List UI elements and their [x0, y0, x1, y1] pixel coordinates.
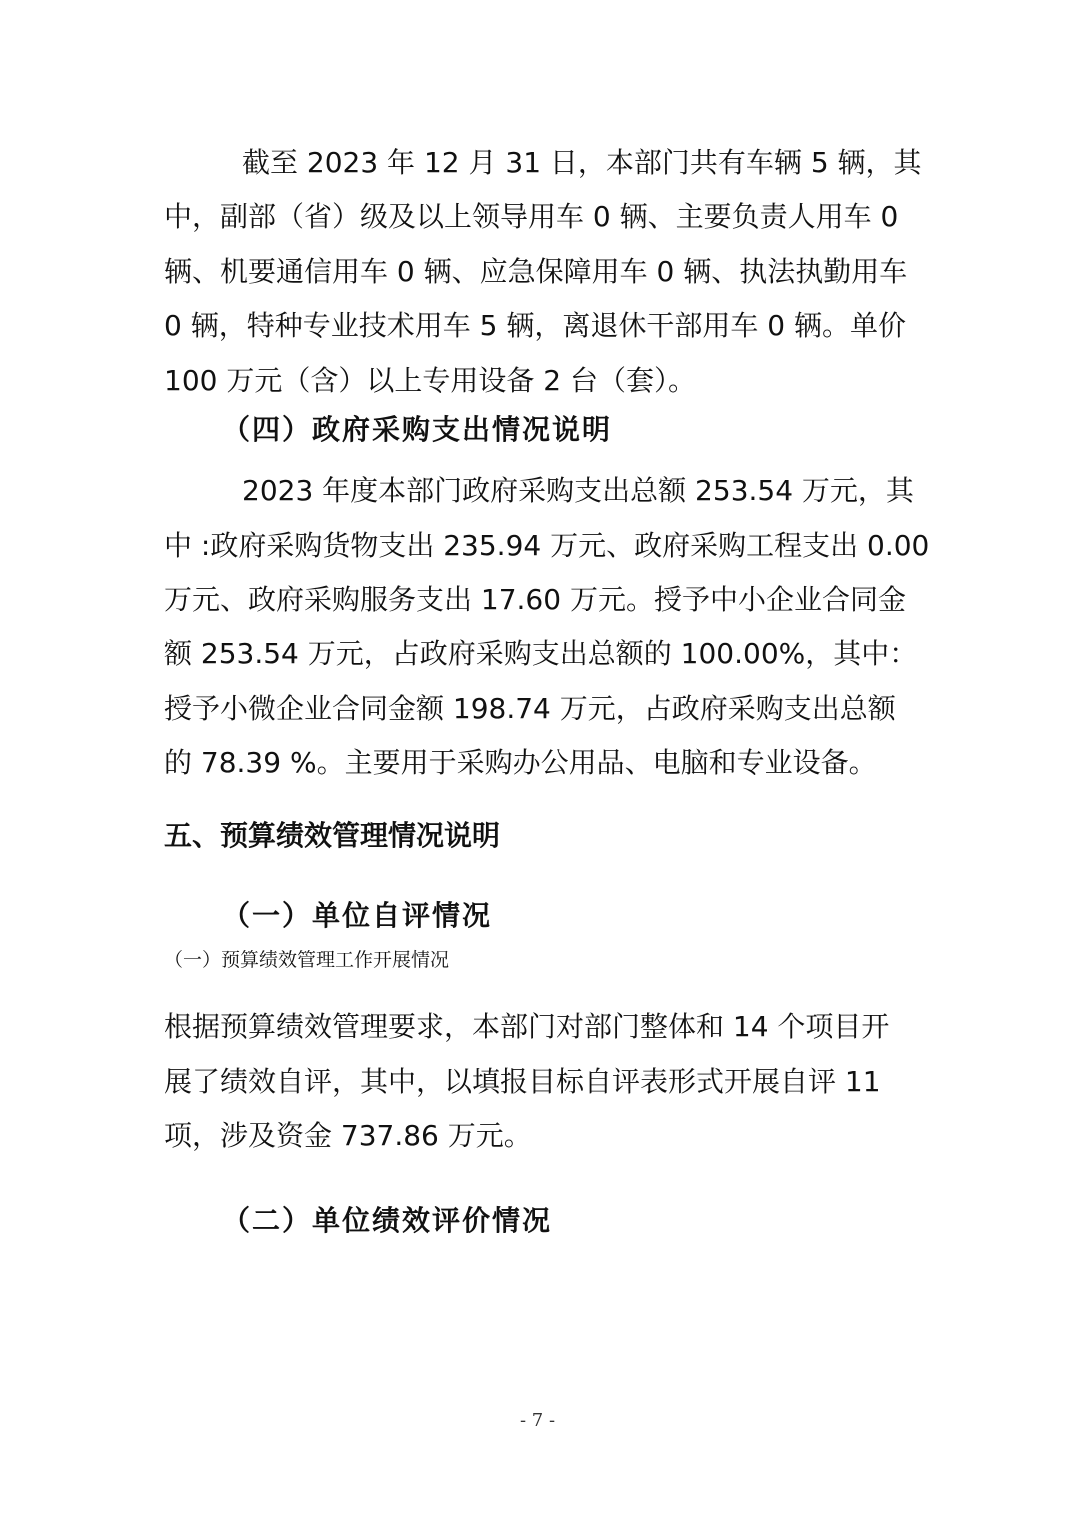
heading-procurement: （四）政府采购支出情况说明 — [222, 413, 613, 446]
page-number: - 7 - — [519, 1410, 556, 1431]
paragraph-line: 2023 年度本部门政府采购支出总额 253.54 万元，其 — [242, 474, 914, 507]
paragraph-line: 展了绩效自评，其中，以填报目标自评表形式开展自评 11 — [164, 1065, 881, 1098]
paragraph-line: 额 253.54 万元，占政府采购支出总额的 100.00%，其中： — [164, 637, 918, 670]
paragraph-line: 授予小微企业合同金额 198.74 万元，占政府采购支出总额 — [164, 692, 896, 725]
paragraph-line: 中 :政府采购货物支出 235.94 万元、政府采购工程支出 0.00 — [164, 529, 930, 562]
paragraph-line: 万元、政府采购服务支出 17.60 万元。授予中小企业合同金 — [164, 583, 906, 616]
paragraph-line: 截至 2023 年 12 月 31 日，本部门共有车辆 5 辆，其 — [242, 146, 922, 179]
heading-unit-evaluation: （二）单位绩效评价情况 — [222, 1204, 553, 1237]
paragraph-line: 辆、机要通信用车 0 辆、应急保障用车 0 辆、执法执勤用车 — [164, 255, 908, 288]
paragraph-line: 项，涉及资金 737.86 万元。 — [164, 1119, 532, 1152]
heading-self-evaluation: （一）单位自评情况 — [222, 899, 493, 932]
paragraph-line: 的 78.39 %。主要用于采购办公用品、电脑和专业设备。 — [164, 746, 877, 779]
paragraph-line: 根据预算绩效管理要求，本部门对部门整体和 14 个项目开 — [164, 1010, 890, 1043]
heading-work-progress: （一）预算绩效管理工作开展情况 — [164, 949, 450, 971]
paragraph-line: 中，副部（省）级及以上领导用车 0 辆、主要负责人用车 0 — [164, 200, 899, 233]
paragraph-line: 0 辆，特种专业技术用车 5 辆，离退休干部用车 0 辆。单价 — [164, 309, 906, 342]
section-five-heading: 五、预算绩效管理情况说明 — [164, 819, 501, 852]
paragraph-line: 100 万元（含）以上专用设备 2 台（套）。 — [164, 364, 696, 397]
